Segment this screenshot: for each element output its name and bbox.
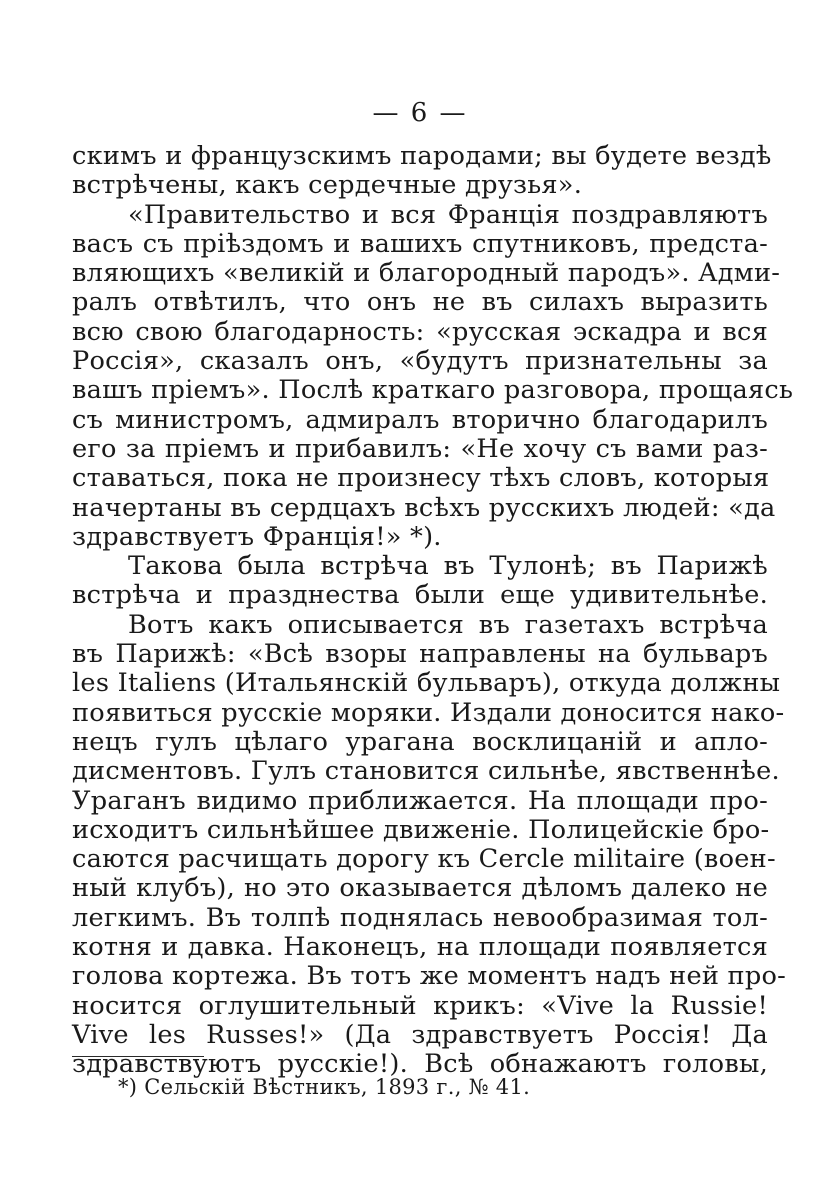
text-line: Россiя», сказалъ онъ, «будутъ признательны за [72, 346, 768, 377]
text-line: ный клубъ), но это оказывается дѣломъ далеко не [72, 873, 768, 904]
text-line: «Правительство и вся Францiя поздравляютъ [128, 199, 768, 230]
text-line: исходитъ сильнѣйшее движенiе. Полицейскiе бро- [72, 814, 770, 845]
text-line: въ Парижѣ: «Всѣ взоры направлены на бульваръ [72, 639, 768, 670]
text-line: les Italiens (Итальянскiй бульваръ), откуда должны [72, 668, 781, 699]
text-line: голова кортежа. Въ тотъ же моментъ надъ ней про- [72, 961, 787, 992]
text-line: всю свою благодарность: «русская эскадра и вся [72, 316, 768, 347]
text-line: Вотъ какъ описывается въ газетахъ встрѣча [128, 609, 768, 640]
text-line: Такова была встрѣча въ Тулонѣ; въ Парижѣ [128, 551, 768, 582]
text-line: здравствуетъ Францiя!» *). [72, 521, 442, 552]
text-line: саются расчищать дорогу къ Cercle militaire (воен- [72, 844, 776, 875]
text-line: ралъ отвѣтилъ, что онъ не въ силахъ выразить [72, 287, 768, 318]
footnote: *) Сельскiй Вѣстникъ, 1893 г., № 41. [118, 1075, 531, 1099]
text-line: Ураганъ видимо приближается. На площади про- [72, 785, 768, 816]
page-number: — 6 — [372, 98, 468, 128]
text-line: ставаться, пока не произнесу тѣхъ словъ, которыя [72, 463, 770, 494]
text-line: вляющихъ «великiй и благородный пародъ». Адми- [72, 258, 781, 289]
text-line: васъ съ прiѣздомъ и вашихъ спутниковъ, предста- [72, 228, 768, 259]
text-line: здравствуютъ русскiе!). Всѣ обнажаютъ головы, [72, 1049, 768, 1080]
text-line: вашъ прiемъ». Послѣ краткаго разговора, прощаясь [72, 375, 794, 406]
text-line: дисментовъ. Гулъ становится сильнѣе, явственнѣе. [72, 756, 780, 787]
text-line: встрѣчены, какъ сердечные друзья». [72, 170, 583, 201]
text-line: появиться русскiе моряки. Издали доносится нако- [72, 697, 785, 728]
text-line: встрѣча и празднества были еще удивительнѣе. [72, 580, 768, 611]
text-line: котня и давка. Наконецъ, на площади появляется [72, 932, 768, 963]
text-line: легкимъ. Въ толпѣ поднялась невообразимая тол- [72, 902, 768, 933]
text-line: Vive les Russes!» (Да здравствуетъ Россiя! Да [72, 1019, 768, 1050]
text-line: его за прiемъ и прибавилъ: «Не хочу съ вами раз- [72, 433, 768, 464]
text-line: съ министромъ, адмиралъ вторично благодарилъ [72, 404, 768, 435]
footnote-divider [72, 1056, 204, 1057]
text-line: начертаны въ сердцахъ всѣхъ русскихъ людей: «да [72, 492, 776, 523]
text-line: нецъ гулъ цѣлаго урагана восклицанiй и апло- [72, 726, 768, 757]
text-line: носится оглушительный крикъ: «Vive la Russie! [72, 990, 768, 1021]
text-line: скимъ и французскимъ пародами; вы будете вездѣ [72, 141, 772, 171]
body-text [72, 141, 794, 1080]
